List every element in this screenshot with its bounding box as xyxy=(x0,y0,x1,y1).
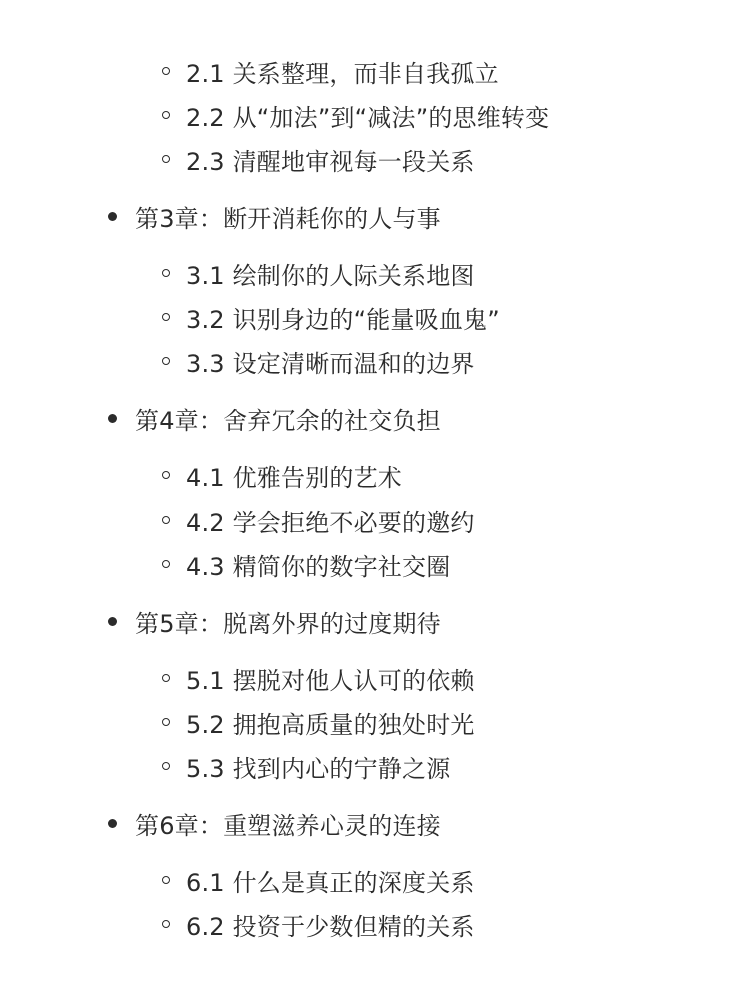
list-item-section xyxy=(162,904,475,944)
section-label: 2.3 清醒地审视每一段关系 xyxy=(186,147,475,176)
section-label: 3.1 绘制你的人际关系地图 xyxy=(186,261,475,290)
list-item-chapter xyxy=(108,601,441,641)
list-item-section xyxy=(162,297,500,337)
list-item-chapter xyxy=(108,803,441,843)
disc-bullet-icon xyxy=(108,617,117,626)
circle-bullet-icon xyxy=(162,516,170,524)
circle-bullet-icon xyxy=(162,155,170,163)
section-label: 4.1 优雅告别的艺术 xyxy=(186,463,402,492)
chapter-label: 第4章：舍弃冗余的社交负担 xyxy=(135,406,441,435)
chapter-label: 第5章：脱离外界的过度期待 xyxy=(135,609,441,638)
section-label: 5.3 找到内心的宁静之源 xyxy=(186,754,451,783)
list-item-section xyxy=(162,95,549,135)
section-label: 4.3 精简你的数字社交圈 xyxy=(186,552,451,581)
disc-bullet-icon xyxy=(108,414,117,423)
circle-bullet-icon xyxy=(162,762,170,770)
section-label: 6.1 什么是真正的深度关系 xyxy=(186,868,475,897)
chapter-label: 第3章：断开消耗你的人与事 xyxy=(135,204,441,233)
section-label: 2.2 从“加法”到“减法”的思维转变 xyxy=(186,103,550,132)
circle-bullet-icon xyxy=(162,674,170,682)
disc-bullet-icon xyxy=(108,212,117,221)
list-item-section xyxy=(162,500,475,540)
list-item-section xyxy=(162,702,475,742)
list-item-section xyxy=(162,51,499,91)
list-item-section xyxy=(162,544,450,584)
section-label: 3.3 设定清晰而温和的边界 xyxy=(186,349,475,378)
circle-bullet-icon xyxy=(162,313,170,321)
section-label: 4.2 学会拒绝不必要的邀约 xyxy=(186,508,475,537)
section-label: 5.1 摆脱对他人认可的依赖 xyxy=(186,666,475,695)
circle-bullet-icon xyxy=(162,471,170,479)
circle-bullet-icon xyxy=(162,67,170,75)
disc-bullet-icon xyxy=(108,819,117,828)
section-label: 2.1 关系整理，而非自我孤立 xyxy=(186,59,499,88)
section-label: 5.2 拥抱高质量的独处时光 xyxy=(186,710,475,739)
chapter-label: 第6章：重塑滋养心灵的连接 xyxy=(135,811,441,840)
list-item-section xyxy=(162,658,475,698)
circle-bullet-icon xyxy=(162,357,170,365)
list-item-section xyxy=(162,455,402,495)
circle-bullet-icon xyxy=(162,560,170,568)
list-item-chapter xyxy=(108,196,441,236)
list-item-section xyxy=(162,139,475,179)
circle-bullet-icon xyxy=(162,111,170,119)
circle-bullet-icon xyxy=(162,269,170,277)
list-item-section xyxy=(162,341,475,381)
circle-bullet-icon xyxy=(162,920,170,928)
circle-bullet-icon xyxy=(162,876,170,884)
circle-bullet-icon xyxy=(162,718,170,726)
list-item-section xyxy=(162,860,475,900)
section-label: 6.2 投资于少数但精的关系 xyxy=(186,912,475,941)
list-item-section xyxy=(162,746,450,786)
list-item-section xyxy=(162,253,475,293)
list-item-chapter xyxy=(108,398,441,438)
section-label: 3.2 识别身边的“能量吸血鬼” xyxy=(186,305,500,334)
